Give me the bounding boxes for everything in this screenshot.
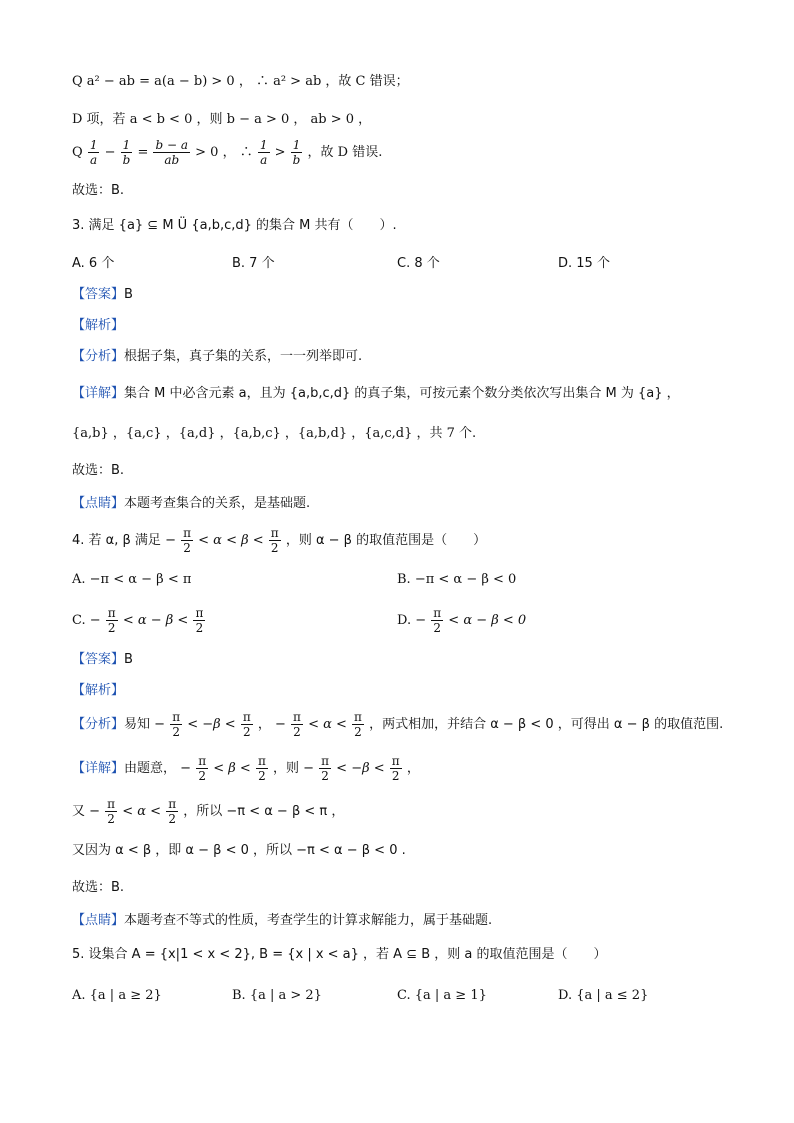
fraction: $\frac{b - a}{ab}$	[155, 138, 189, 167]
q4-analysis-heading: 【解析】	[72, 683, 125, 698]
q3-answer: 【答案】B	[72, 287, 133, 302]
q4-option-c: C. − $\frac{\pi}{2}$ < α − β < $\frac{\pi}{2}$	[72, 606, 204, 635]
fraction-pi-over-2: $\frac{\pi}{2}$	[270, 526, 279, 555]
fraction: $\frac{1}{a}$	[259, 138, 268, 167]
q4-xiangjie-3: 又因为 α < β ，即 α − β < 0 ，所以 −π < α − β < 0 .	[72, 843, 406, 858]
fraction: $\frac{1}{a}$	[89, 138, 98, 167]
q4-xiangjie-2: 又 − $\frac{\pi}{2}$ < α < $\frac{\pi}{2}$ ，所以 −π < α − β < π ，	[72, 797, 345, 826]
q5-option-b: B. {a | a > 2}	[232, 988, 322, 1003]
solution-line-2: D 项，若 a < b < 0 ，则 b − a > 0 ， ab > 0 ，	[72, 112, 372, 127]
fraction-pi-over-2: $\frac{\pi}{2}$	[183, 526, 191, 555]
q4-choose: 故选：B.	[72, 880, 125, 895]
q4-option-b: B. −π < α − β < 0	[397, 572, 517, 587]
fraction: $\frac{1}{b}$	[292, 138, 301, 167]
q3-xiangjie-2: {a,b} ，{a,c} ，{a,d} ，{a,b,c} ，{a,b,d} ，{a,c,d} ，共 7 个.	[72, 426, 477, 441]
q5-option-c: C. {a | a ≥ 1}	[397, 988, 487, 1003]
q4-fenxi: 【分析】易知 − $\frac{\pi}{2}$ < −β < $\frac{\pi}{2}$ ， − $\frac{\pi}{2}$ < α < $\frac{\pi}{2}$ ，两式相加，并结合 α − β < 0 ，可得出 α − β 的取值范围.	[72, 710, 724, 739]
q3-analysis-heading: 【解析】	[72, 318, 125, 333]
fraction-pi-over-2: $\frac{\pi}{2}$	[195, 606, 204, 635]
q3-dianjing: 【点睛】本题考查集合的关系，是基础题.	[72, 496, 311, 511]
q4-option-a: A. −π < α − β < π	[72, 572, 192, 587]
solution-line-1: Q a² − ab = a(a − b) > 0 ， ∴ a² > ab ，故 C 错误；	[72, 74, 409, 89]
q4-stem: 4. 若 α, β 满足 − $\frac{\pi}{2}$ < α < β < $\frac{\pi}{2}$ ，则 α − β 的取值范围是（ ）	[72, 526, 487, 555]
q3-option-a: A. 6 个	[72, 256, 115, 271]
q4-xiangjie-1: 【详解】由题意， − $\frac{\pi}{2}$ < β < $\frac{\pi}{2}$ ，则 − $\frac{\pi}{2}$ < −β < $\frac{\pi}{2}$ ，	[72, 754, 420, 783]
therefore-prefix: Q	[72, 145, 83, 160]
q3-option-b: B. 7 个	[232, 256, 275, 271]
q4-answer: 【答案】B	[72, 652, 133, 667]
q3-option-c: C. 8 个	[397, 256, 440, 271]
fraction-pi-over-2: $\frac{\pi}{2}$	[433, 606, 442, 635]
q3-xiangjie-1: 【详解】集合 M 中必含元素 a，且为 {a,b,c,d} 的真子集，可按元素个数分类依次写出集合 M 为 {a} ，	[72, 386, 680, 401]
fraction-pi-over-2: $\frac{\pi}{2}$	[107, 606, 116, 635]
choose-line: 故选：B.	[72, 183, 125, 198]
q3-choose: 故选：B.	[72, 463, 125, 478]
q4-dianjing: 【点睛】本题考查不等式的性质，考查学生的计算求解能力，属于基础题.	[72, 913, 493, 928]
fraction: $\frac{1}{b}$	[122, 138, 131, 167]
q3-option-d: D. 15 个	[558, 256, 610, 271]
q5-option-d: D. {a | a ≤ 2}	[558, 988, 649, 1003]
q5-option-a: A. {a | a ≥ 2}	[72, 988, 162, 1003]
solution-line-3: Q $\frac{1}{a}$ − $\frac{1}{b}$ = $\frac{b - a}{ab}$ > 0 ， ∴ $\frac{1}{a}$ > $\frac{1}{b}$ ，故 D 错误.	[72, 138, 383, 167]
q3-stem: 3. 满足 {a} ⊆ M Ü {a,b,c,d} 的集合 M 共有（ ）.	[72, 218, 397, 233]
q5-stem: 5. 设集合 A = {x|1 < x < 2}, B = {x | x < a} ，若 A ⊆ B ，则 a 的取值范围是（ ）	[72, 947, 607, 962]
q4-option-d: D. − $\frac{\pi}{2}$ < α − β < 0	[397, 606, 527, 635]
q3-fenxi: 【分析】根据子集，真子集的关系，一一列举即可.	[72, 349, 363, 364]
